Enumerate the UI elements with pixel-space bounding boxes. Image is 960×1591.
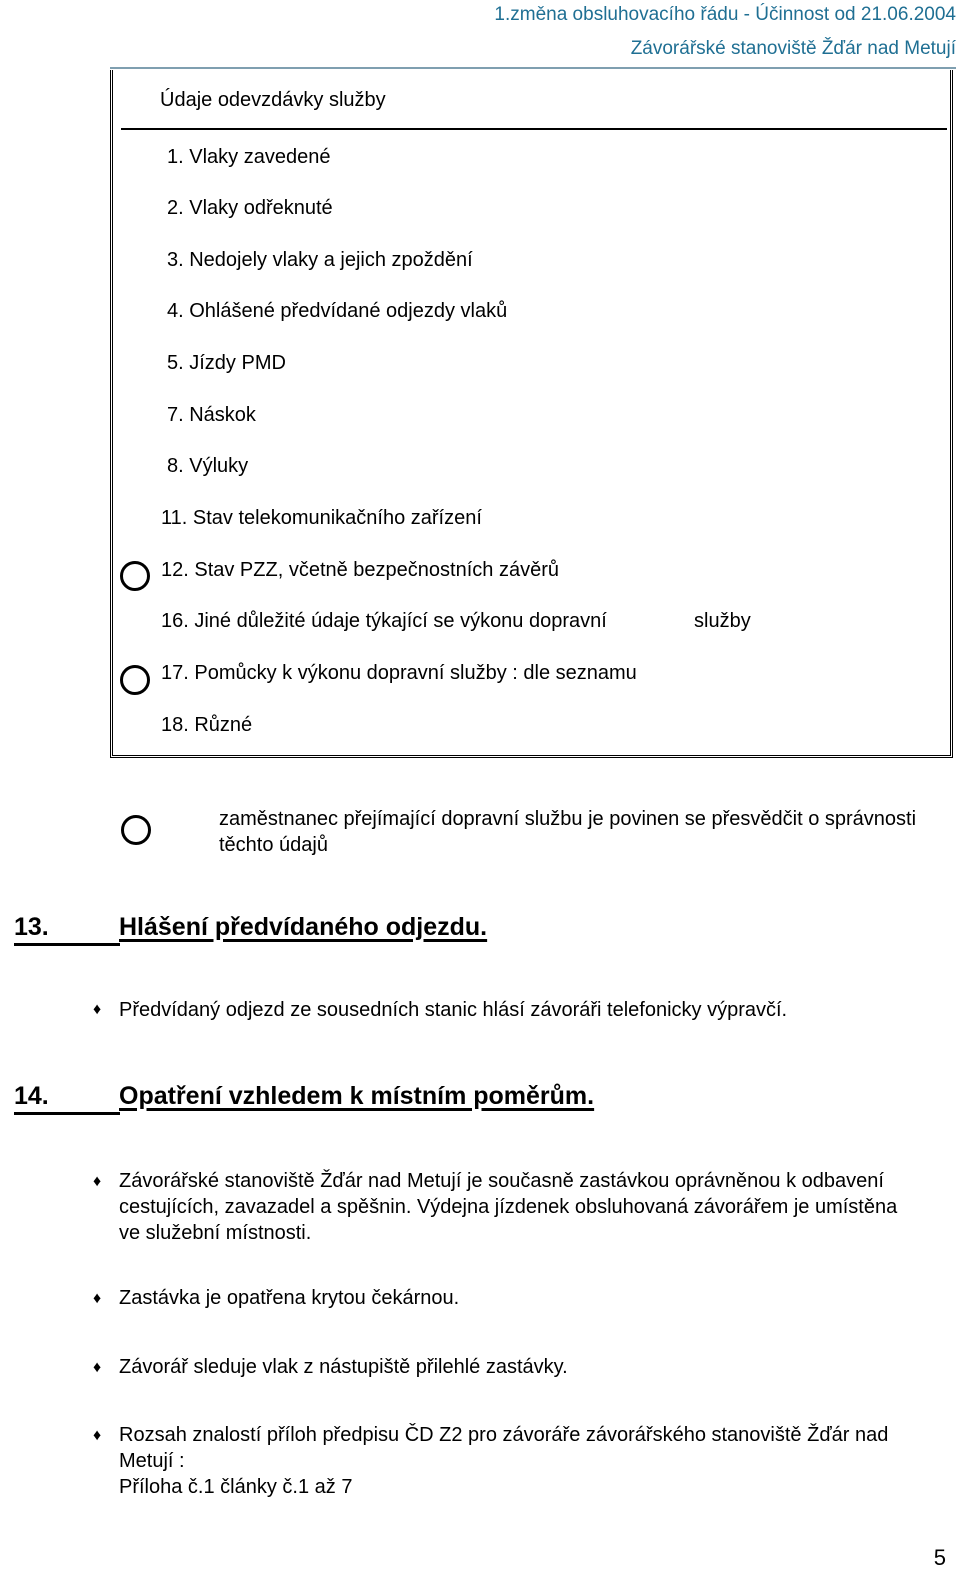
handover-item: 17. Pomůcky k výkonu dopravní služby : dle seznamu: [161, 662, 637, 684]
section-14-number: 14.: [14, 1082, 49, 1110]
diamond-bullet-icon: ♦: [93, 1001, 102, 1018]
diamond-bullet-icon: ♦: [93, 1359, 102, 1376]
diamond-bullet-icon: ♦: [93, 1173, 102, 1190]
header-effective-date: 1.změna obsluhovacího řádu - Účinnost od 21.06.2004: [494, 4, 956, 25]
section-14-attachment-line: Příloha č.1 články č.1 až 7: [119, 1476, 353, 1498]
section-13-paragraph: Předvídaný odjezd ze sousedních stanic hlásí závoráři telefonicky výpravčí.: [119, 999, 788, 1021]
check-circle-icon: [120, 665, 150, 695]
section-14-paragraph: Rozsah znalostí příloh předpisu ČD Z2 pro závoráře závorářského stanoviště Žďár nad Metují :: [119, 1424, 889, 1472]
handover-item: 18. Různé: [161, 714, 253, 736]
header-station-name: Závorářské stanoviště Žďár nad Metují: [630, 38, 956, 59]
header-rule: [110, 67, 956, 69]
section-14-underline: [14, 1112, 120, 1115]
handover-item-tail: služby: [694, 610, 751, 632]
section-13-underline: [14, 943, 120, 946]
diamond-bullet-icon: ♦: [93, 1427, 102, 1444]
section-13-title: Hlášení předvídaného odjezdu.: [119, 913, 488, 941]
check-circle-icon: [121, 815, 151, 845]
handover-item: 8. Výluky: [167, 455, 249, 477]
check-circle-icon: [120, 561, 150, 591]
section-14-paragraph: Závorářské stanoviště Žďár nad Metují je současně zastávkou oprávněnou k odbavení cestujících, zavazadel a spěšnin. Výdejna jízdenek obsluhovaná závorářem je umístěna ve služební místnosti.: [119, 1170, 898, 1244]
section-14-paragraph: Zastávka je opatřena krytou čekárnou.: [119, 1287, 460, 1309]
section-13-number: 13.: [14, 913, 49, 941]
page-number: 5: [933, 1545, 946, 1570]
handover-item: 5. Jízdy PMD: [167, 352, 286, 374]
handover-item: 4. Ohlášené předvídané odjezdy vlaků: [167, 300, 508, 322]
handover-item: 12. Stav PZZ, včetně bezpečnostních závěrů: [161, 559, 559, 581]
handover-item: 16. Jiné důležité údaje týkající se výkonu dopravní: [161, 610, 607, 632]
section-14-title: Opatření vzhledem k místním poměrům.: [119, 1082, 595, 1110]
handover-note: zaměstnanec přejímající dopravní službu je povinen se přesvědčit o správnosti těchto údajů: [219, 808, 917, 856]
handover-item: 1. Vlaky zavedené: [167, 146, 331, 168]
diamond-bullet-icon: ♦: [93, 1290, 102, 1307]
handover-item: 3. Nedojely vlaky a jejich zpoždění: [167, 249, 473, 271]
handover-item: 2. Vlaky odřeknuté: [167, 197, 333, 219]
handover-box-title: Údaje odevzdávky služby: [121, 70, 947, 130]
handover-item: 11. Stav telekomunikačního zařízení: [161, 507, 482, 529]
section-14-paragraph: Závorář sleduje vlak z nástupiště přilehlé zastávky.: [119, 1356, 568, 1378]
handover-item: 7. Náskok: [167, 404, 256, 426]
